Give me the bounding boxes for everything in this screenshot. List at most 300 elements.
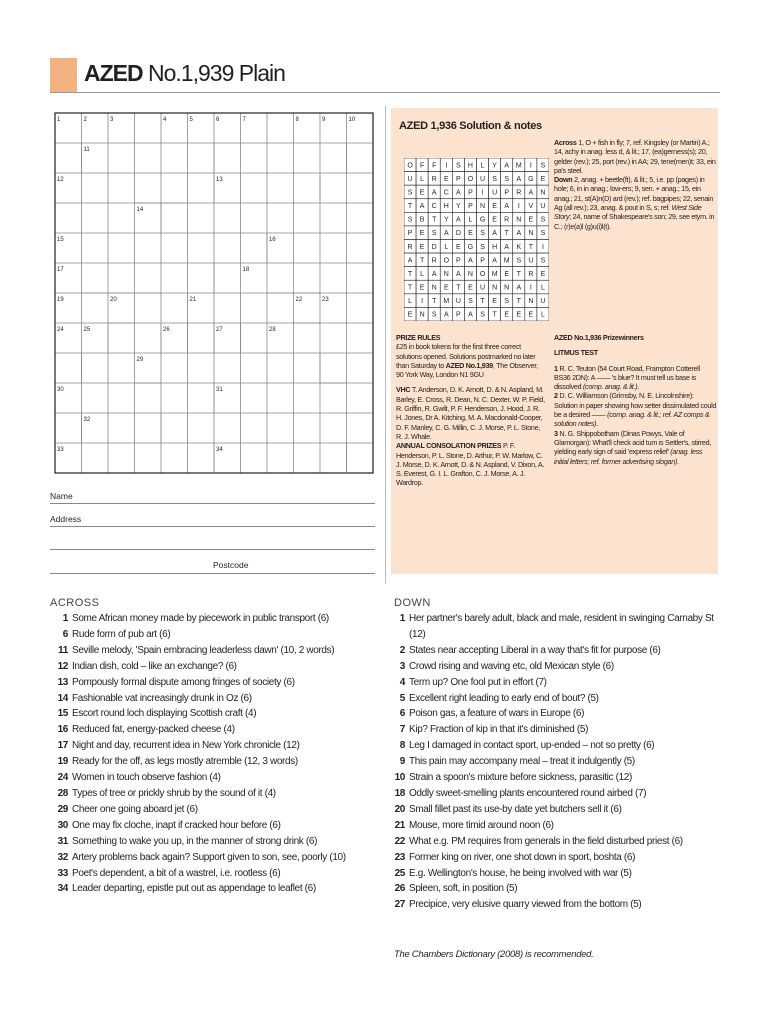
clue-item [50, 770, 380, 786]
clue-number: 34 [216, 447, 223, 453]
clue-text: Pompously formal dispute among fringes of society (6) [72, 676, 295, 688]
clue-text: Leader departing, epistle put out as appendage to leaflet (6) [72, 883, 316, 895]
solution-letter: U [480, 175, 486, 183]
clue-number: 16 [57, 724, 68, 736]
vhc-list: VHC T. Anderson, D. K. Arnott, D. & N. Aspland, M. Barley, E. Cross, R. Dean, N. C. Dexter, W. P. Field, R. Griffin, R. Gwilt, P. F. Henderson, J. Hood, J. R. H. Jones, Dr A. Kitching, M. A. Macdonald-Cooper, D. F. Manley, C. G. Millin, C. J. Morse, P. L. Stone, R. J. Whale. [396, 385, 545, 441]
solution-letter: S [480, 230, 485, 238]
winner-3: 3 N. G. Shippobotham (Dinas Powys, Vale of Glamorgan): What'll check acid tum is Settler's, stirred, yielding early sign of said 'express relief' (anag. less initial letters; ref. former advertising slogan). [554, 428, 712, 466]
solution-letter: E [419, 284, 425, 292]
solution-letter: S [540, 257, 546, 265]
clue-number: 3 [110, 117, 114, 123]
clue-item [387, 850, 717, 866]
solution-letter: O [467, 175, 474, 183]
clue-text: Reduced fat, energy-packed cheese (4) [72, 724, 235, 736]
solution-letter: L [541, 311, 545, 319]
solution-letter: T [456, 284, 461, 292]
solution-letter: S [468, 298, 473, 306]
solution-letter: C [443, 189, 449, 197]
clue-number: 12 [57, 177, 64, 183]
solution-letter: E [528, 311, 534, 319]
solution-letter: N [431, 284, 437, 292]
solution-letter: G [528, 175, 534, 183]
clue-item [50, 611, 380, 627]
solution-letter: E [456, 243, 461, 251]
solution-letter: S [407, 216, 413, 224]
clue-number: 1 [62, 613, 68, 624]
down-notes: Down 2, anag. + beetle(ft), & lit.; 5, i.e. pp (pages) in hole; 6, in in anag.; low-ers; 9, sen. + anag.; 15, ein anag.; 21, st(A)n(D) ard (rev.); ref. bagpipes; 22, senain Ag (all rev.); 23, anag. & pout in S, s; ref. West Side Story; 24, name of Shakespeare's son; 29, see etym. in C.; (r)e(a)l (g)u(i)l(t). [554, 175, 715, 231]
clue-item [50, 834, 380, 850]
solution-letter: N [540, 189, 546, 197]
clue-text: Women in touch observe fashion (4) [72, 772, 221, 784]
solution-letter: A [504, 203, 510, 211]
solution-letter: O [443, 257, 450, 265]
clue-number: 29 [136, 357, 144, 363]
litmus-title: LITMUS TEST [554, 348, 598, 358]
clue-number: 2 [399, 644, 405, 656]
clue-number: 28 [57, 787, 68, 799]
solution-letter: A [443, 311, 449, 319]
clue-number: 24 [57, 772, 68, 784]
clue-number: 9 [399, 756, 405, 768]
clue-number: 16 [269, 237, 276, 243]
clue-item [387, 897, 717, 913]
clue-number: 19 [57, 297, 64, 303]
solution-letter: L [408, 298, 412, 306]
solution-letter: Y [492, 162, 497, 170]
clue-number: 31 [216, 387, 223, 393]
down-heading: DOWN [394, 597, 431, 609]
clue-item [50, 643, 380, 659]
solution-letter: A [468, 311, 473, 319]
clue-number: 22 [394, 835, 405, 847]
solution-letter: E [443, 175, 449, 183]
solution-letter: N [504, 284, 510, 292]
across-heading: ACROSS [50, 597, 100, 609]
clue-text: Excellent right leading to early end of bout? (5) [409, 692, 599, 704]
solution-letter: E [468, 284, 473, 292]
clue-text: Mouse, more timid around noon (6) [409, 819, 554, 831]
clue-item [387, 754, 717, 770]
prizewinners-title: AZED No.1,936 Prizewinners [554, 333, 644, 342]
solution-letter: P [480, 257, 485, 265]
clue-item [387, 675, 717, 691]
clue-text: Artery problems back again? Support given to son, see, poorly (10) [72, 851, 346, 863]
clue-item [50, 738, 380, 754]
clue-number: 4 [399, 676, 405, 688]
clue-text: Seville melody, 'Spain embracing leaderless dawn' (10, 2 words) [72, 644, 335, 656]
solution-letter: S [504, 298, 510, 306]
clue-text: Term up? One fool put in effort (7) [409, 676, 547, 688]
address-label: Address [50, 514, 82, 524]
clue-number: 11 [83, 147, 90, 153]
clue-number: 22 [295, 297, 303, 303]
clue-number: 19 [57, 756, 68, 768]
solution-letter: T [419, 257, 425, 265]
solution-letter: E [419, 189, 425, 197]
solution-letter: E [419, 230, 425, 238]
solution-letter: I [529, 162, 532, 170]
clue-text: This pain may accompany meal – treat it indulgently (5) [409, 756, 635, 768]
clue-number: 31 [57, 835, 68, 847]
solution-letter: A [443, 230, 449, 238]
solution-letter: A [492, 230, 497, 238]
solution-letter: A [419, 203, 425, 211]
solution-letter: S [456, 162, 461, 170]
solution-letter: A [528, 189, 534, 197]
clue-number: 2 [83, 117, 87, 123]
clue-item [50, 866, 380, 882]
solution-letter: T [516, 270, 521, 278]
solution-letter: A [468, 257, 473, 265]
solution-letter: T [432, 298, 437, 306]
dictionary-note: The Chambers Dictionary (2008) is recommended. [394, 949, 594, 960]
clue-number: 25 [83, 327, 91, 333]
clue-item [387, 643, 717, 659]
clue-number: 6 [216, 117, 220, 123]
clue-text: Small fillet past its use-by date yet butchers sell it (6) [409, 803, 622, 815]
solution-letter: P [456, 175, 461, 183]
solution-letter: Y [443, 216, 449, 224]
clue-number: 13 [57, 676, 68, 688]
solution-letter: E [407, 311, 413, 319]
title-divider [50, 92, 720, 93]
solution-letter: I [517, 203, 520, 211]
solution-letter: L [444, 243, 449, 251]
clue-number: 1 [399, 613, 405, 624]
solution-letter: O [407, 162, 413, 170]
solution-letter: A [456, 216, 461, 224]
solution-notes [554, 138, 716, 231]
clue-item [387, 659, 717, 675]
solution-letter: A [456, 270, 461, 278]
clue-text: Precipice, very elusive quarry viewed from the bottom (5) [409, 899, 642, 911]
solution-letter: N [419, 311, 425, 319]
clue-number: 14 [57, 692, 68, 704]
solution-letter: T [492, 311, 497, 319]
solution-letter: D [431, 243, 437, 251]
clue-text: What e.g. PM requires from generals in the field disturbed priest (6) [409, 835, 683, 847]
clue-number: 33 [57, 867, 68, 879]
consolation-list: ANNUAL CONSOLATION PRIZES P. F. Henderson, P. L. Stone, D. Arthur, P. W. Marlow, C. J. Morse, D. K. Arnott, D. & N. Aspland, V. Dixon, A. S. Everest, G. I. L. Grafton, C. J. Morse, A. J. Wardrop. [396, 441, 545, 488]
solution-letter: E [492, 203, 497, 211]
clue-item [50, 675, 380, 691]
clue-item [50, 722, 380, 738]
clue-text: Poet's dependent, a bit of a wastrel, i.e. rootless (6) [72, 867, 281, 879]
solution-letter: P [456, 311, 461, 319]
clue-number: 10 [348, 117, 356, 123]
solution-letter: S [492, 175, 497, 183]
clue-text: Some African money made by piecework in public transport (6) [72, 613, 329, 624]
solution-letter: T [504, 230, 509, 238]
clue-number: 29 [57, 803, 68, 815]
solution-letter: T [528, 243, 534, 251]
prize-rules-block [396, 333, 546, 488]
address-field-line-2[interactable] [50, 549, 375, 550]
clue-number: 32 [57, 851, 68, 863]
solution-letter: T [407, 284, 413, 292]
winner-1: 1 R. C. Teuton (54 Court Road, Frampton Cotterell BS36 2DN): A —— 's blue? It must tell us base is dissolved (comp. anag. & lit.). [554, 363, 700, 392]
solution-letter: L [480, 162, 485, 170]
clue-text: E.g. Wellington's house, he being involved with war (5) [409, 867, 632, 879]
solution-letter: R [431, 175, 437, 183]
solution-letter: E [492, 216, 497, 224]
solution-letter: H [443, 203, 449, 211]
solution-letter: A [516, 175, 522, 183]
clue-text: Poison gas, a feature of wars in Europe (6) [409, 708, 585, 720]
clue-item [50, 754, 380, 770]
clue-item [50, 881, 380, 897]
solution-letter: Y [456, 203, 461, 211]
across-clue-list [50, 611, 380, 897]
solution-letter: S [480, 311, 485, 319]
clue-item [50, 850, 380, 866]
solution-letter: S [407, 189, 413, 197]
column-divider [385, 106, 386, 584]
solution-letter: A [504, 162, 510, 170]
postcode-label: Postcode [213, 560, 249, 570]
clue-item [50, 659, 380, 675]
solution-letter: N [528, 230, 534, 238]
solution-letter: I [529, 284, 532, 292]
clue-text: Night and day, recurrent idea in New York chronicle (12) [72, 740, 300, 752]
solution-letter: L [420, 175, 425, 183]
solution-letter: G [467, 243, 474, 251]
solution-letter: P [468, 189, 473, 197]
solution-letter: C [431, 203, 437, 211]
solution-letter: O [479, 270, 486, 278]
clue-number: 26 [163, 327, 170, 333]
solution-letter: H [492, 243, 498, 251]
solution-letter: A [516, 230, 522, 238]
clue-item [50, 627, 380, 643]
solution-letter: R [407, 243, 413, 251]
clue-item [50, 802, 380, 818]
prizewinners-block [554, 333, 717, 466]
prize-rules: PRIZE RULES £25 in book tokens for the first three correct solutions opened. Solutions postmarked no later than Saturday to AZED No.1,939, The Observer, 90 York Way, London N1 9GU [396, 333, 538, 380]
clue-number: 9 [322, 117, 326, 123]
clue-number: 21 [394, 819, 405, 831]
solution-letter: E [504, 270, 510, 278]
clue-number: 7 [399, 724, 405, 736]
clue-item [387, 722, 717, 738]
clue-number: 8 [399, 740, 405, 752]
solution-letter: I [541, 243, 544, 251]
clue-number: 6 [399, 708, 405, 720]
solution-letter: N [480, 203, 486, 211]
title-accent-tab [50, 58, 77, 92]
clue-number: 7 [242, 117, 246, 123]
solution-letter: S [504, 175, 510, 183]
solution-title: AZED 1,936 Solution & notes [399, 120, 542, 132]
clue-number: 13 [216, 177, 223, 183]
clue-item [50, 706, 380, 722]
clue-number: 17 [57, 740, 68, 752]
solution-letter: I [481, 189, 484, 197]
solution-letter: E [528, 216, 534, 224]
clue-number: 27 [394, 899, 405, 911]
down-clue-list [387, 611, 717, 913]
clue-text: Former king on river, one shot down in sport, boshta (6) [409, 851, 636, 863]
clue-item [387, 611, 717, 643]
clue-number: 27 [216, 327, 223, 333]
solution-letter: A [516, 284, 522, 292]
solution-letter: T [432, 216, 437, 224]
solution-letter: M [443, 298, 450, 306]
solution-letter: T [480, 298, 485, 306]
solution-letter: S [431, 230, 437, 238]
solution-letter: N [443, 270, 449, 278]
solution-grid [404, 158, 549, 321]
clue-text: Strain a spoon's mixture before sickness, parasitic (12) [409, 772, 632, 784]
solution-letter: N [528, 298, 534, 306]
clue-item [387, 738, 717, 754]
clue-number: 11 [58, 644, 68, 656]
clue-item [387, 866, 717, 882]
solution-letter: E [419, 243, 425, 251]
solution-letter: U [492, 189, 498, 197]
solution-letter: A [407, 257, 413, 265]
clue-text: Crowd rising and waving etc, old Mexican style (6) [409, 660, 614, 672]
solution-letter: B [419, 216, 425, 224]
solution-letter: R [528, 270, 534, 278]
clue-number: 18 [242, 267, 250, 273]
clue-number: 30 [57, 819, 68, 831]
clue-text: Something to wake you up, in the manner of strong drink (6) [72, 835, 318, 847]
solution-letter: A [492, 257, 497, 265]
solution-letter: H [467, 162, 473, 170]
solution-letter: A [456, 189, 461, 197]
solution-letter: R [516, 189, 522, 197]
solution-letter: A [431, 270, 437, 278]
solution-letter: T [516, 298, 521, 306]
clue-number: 18 [394, 787, 405, 799]
clue-text: Spleen, soft, in position (5) [409, 883, 518, 895]
solution-letter: U [540, 203, 546, 211]
solution-letter: G [479, 216, 486, 224]
winner-2: 2 D. C. Williamson (Grimsby, N. E. Lincolnshire): Solution in paper showing how setter dissimulated could be a desired —— (comp. anag. & lit.; ref. AZ comps & solution notes). [554, 391, 717, 429]
solution-letter: P [456, 257, 461, 265]
clue-number: 6 [62, 628, 68, 640]
clue-number: 17 [57, 267, 64, 273]
clue-text: Escort round loch displaying Scottish craft (4) [72, 708, 257, 720]
solution-letter: E [468, 230, 473, 238]
solution-letter: T [407, 270, 413, 278]
clue-item [387, 770, 717, 786]
solution-letter: N [516, 216, 522, 224]
clue-number: 4 [163, 117, 167, 123]
solution-letter: U [528, 257, 534, 265]
clue-text: Ready for the off, as legs mostly atremble (12, 3 words) [72, 756, 298, 768]
clue-number: 5 [399, 692, 405, 704]
solution-letter: K [516, 243, 522, 251]
solution-letter: L [420, 270, 425, 278]
clue-item [387, 706, 717, 722]
clue-number: 15 [57, 708, 68, 720]
clue-number: 15 [57, 237, 64, 243]
solution-letter: I [445, 162, 448, 170]
clue-item [387, 881, 717, 897]
clue-text: Indian dish, cold – like an exchange? (6) [72, 660, 237, 672]
clue-item [387, 691, 717, 707]
address-field-line-1[interactable] [50, 526, 375, 527]
clue-number: 14 [136, 207, 144, 213]
solution-letter: R [504, 216, 510, 224]
clue-number: 26 [394, 883, 405, 895]
clue-item [387, 834, 717, 850]
clue-item [50, 691, 380, 707]
clue-number: 21 [189, 297, 197, 303]
clue-text: Her partner's barely adult, black and male, resident in swinging Carnaby St (12) [409, 613, 714, 640]
solution-letter: A [504, 243, 510, 251]
postcode-field[interactable] [50, 573, 375, 574]
name-label: Name [50, 491, 73, 501]
clue-number: 32 [83, 417, 91, 423]
solution-letter: S [480, 243, 485, 251]
clue-number: 20 [394, 803, 405, 815]
crossword-grid[interactable] [53, 111, 375, 474]
clue-number: 3 [399, 660, 405, 672]
clue-number: 28 [269, 327, 276, 333]
solution-letter: M [503, 257, 510, 265]
clue-number: 23 [322, 297, 329, 303]
solution-letter: M [515, 162, 522, 170]
clue-text: Types of tree or prickly shrub by the sound of it (4) [72, 787, 276, 799]
clue-number: 8 [295, 117, 299, 123]
name-field[interactable] [50, 503, 375, 504]
clue-text: Fashionable vat increasingly drunk in Oz (6) [72, 692, 252, 704]
solution-letter: E [504, 311, 510, 319]
solution-letter: I [421, 298, 424, 306]
clue-text: Rude form of pub art (6) [72, 628, 171, 640]
clue-item [387, 818, 717, 834]
clue-text: Cheer one going aboard jet (6) [72, 803, 198, 815]
clue-number: 20 [110, 297, 117, 303]
solution-letter: P [468, 203, 473, 211]
solution-letter: F [432, 162, 437, 170]
clue-text: Leg I damaged in contact sport, up-ended – not so pretty (6) [409, 740, 655, 752]
solution-letter: U [540, 298, 546, 306]
clue-text: Kip? Fraction of kip in that it's diminished (5) [409, 724, 589, 736]
clue-text: One may fix cloche, inapt if cracked hour before (6) [72, 819, 281, 831]
clue-number: 10 [394, 772, 405, 784]
solution-letter: M [491, 270, 498, 278]
puzzle-title: AZED No.1,939 Plain [84, 60, 285, 86]
solution-letter: E [443, 284, 449, 292]
solution-letter: S [540, 162, 546, 170]
clue-number: 24 [57, 327, 64, 333]
clue-item [50, 818, 380, 834]
clue-number: 34 [57, 883, 68, 895]
clue-number: 1 [57, 117, 61, 123]
solution-letter: L [468, 216, 473, 224]
solution-letter: N [492, 284, 498, 292]
solution-letter: E [540, 270, 546, 278]
solution-letter: S [516, 257, 522, 265]
clue-number: 25 [394, 867, 405, 879]
solution-letter: E [516, 311, 522, 319]
clue-number: 5 [189, 117, 193, 123]
clue-item [50, 786, 380, 802]
solution-letter: A [431, 189, 437, 197]
solution-letter: F [419, 162, 425, 170]
solution-letter: L [541, 284, 545, 292]
clue-item [387, 786, 717, 802]
solution-letter: U [407, 175, 413, 183]
clue-number: 23 [394, 851, 405, 863]
solution-letter: D [455, 230, 461, 238]
solution-letter: P [407, 230, 413, 238]
solution-letter: U [480, 284, 486, 292]
